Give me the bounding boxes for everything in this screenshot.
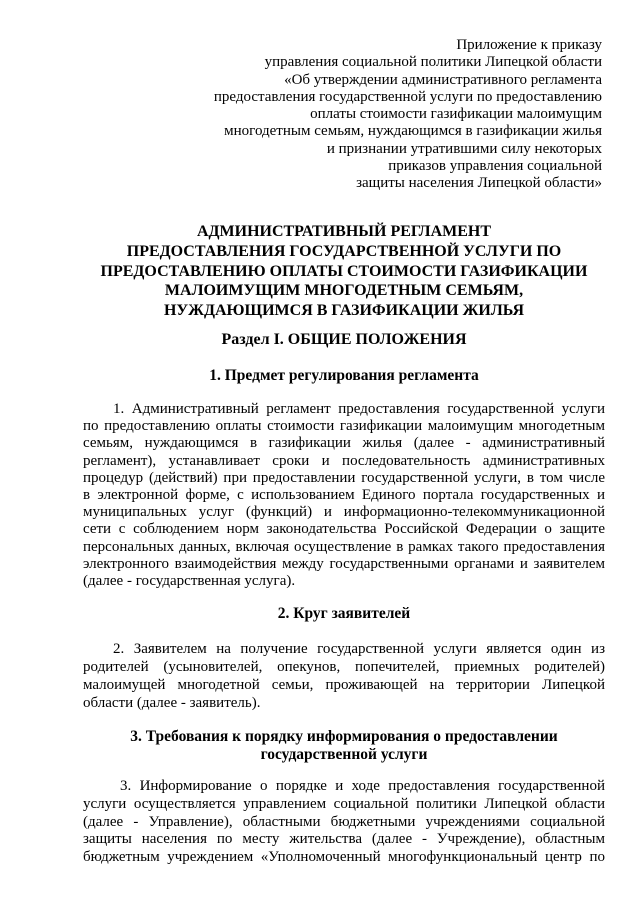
section-heading: Раздел I. ОБЩИЕ ПОЛОЖЕНИЯ <box>221 331 467 348</box>
paragraph-line: муниципальных услуг (функций) и информационно-телекоммуникационной <box>83 504 605 521</box>
paragraph <box>83 778 605 867</box>
paragraph-line: услуги осуществляется управлением социальной политики Липецкой области <box>83 795 605 812</box>
paragraph-line: процедур (действий) при предоставлении государственной услуги, в том числе <box>83 469 605 486</box>
paragraph-line: (далее - Управление), областными бюджетными учреждениями социальной <box>83 813 605 830</box>
paragraph-line: 2. Заявителем на получение государственной услуги является один из <box>113 641 605 657</box>
paragraph-line: бюджетным учреждением «Уполномоченный многофункциональный центр по <box>83 849 605 865</box>
paragraph-line: персональных данных, включая осуществление в рамках такого предоставления <box>83 538 605 555</box>
document-title-line: ПРЕДОСТАВЛЕНИЯ ГОСУДАРСТВЕННОЙ УСЛУГИ ПО <box>126 242 562 260</box>
subsection-heading-line: 2. Круг заявителей <box>277 605 411 622</box>
appendix-line: управления социальной политики Липецкой области <box>264 54 602 71</box>
appendix-line: приказов управления социальной <box>388 157 602 174</box>
paragraph-line: семьям, нуждающимся в газификации жилья (далее - административный <box>83 435 605 452</box>
subsection-heading-line: 1. Предмет регулирования регламента <box>209 367 479 384</box>
appendix-line: «Об утверждении административного регламента <box>284 71 602 88</box>
subsection-heading-line: государственной услуги <box>260 746 428 763</box>
paragraph-line: 1. Административный регламент предоставления государственной услуги <box>113 401 605 417</box>
paragraph-line: малоимущей многодетной семьи, проживающей на территории Липецкой <box>83 677 605 693</box>
appendix-line: защиты населения Липецкой области» <box>356 175 602 191</box>
document-title-line: НУЖДАЮЩИМСЯ В ГАЗИФИКАЦИИ ЖИЛЬЯ <box>163 302 525 319</box>
appendix-line: оплаты стоимости газификации малоимущим <box>310 106 602 122</box>
paragraph-line: по предоставлению оплаты стоимости газификации малоимущим многодетным <box>83 418 605 435</box>
subsection-heading <box>83 367 605 385</box>
appendix-note <box>214 37 602 192</box>
paragraph-line: сети с соблюдением норм законодательства Российской Федерации о защите <box>83 521 605 538</box>
appendix-line: Приложение к приказу <box>456 37 602 53</box>
paragraph-line: области (далее - заявитель). <box>83 695 261 711</box>
subsection-heading-line: 3. Требования к порядку информирования о предоставлении <box>130 728 558 745</box>
appendix-line: и признании утратившими силу некоторых <box>326 140 602 157</box>
appendix-line: многодетным семьям, нуждающимся в газификации жилья <box>224 123 602 140</box>
document-title <box>83 222 605 321</box>
paragraph-line: в электронной форме, с использованием Единого портала государственных и <box>83 487 605 504</box>
document-title-line: ПРЕДОСТАВЛЕНИЮ ОПЛАТЫ СТОИМОСТИ ГАЗИФИКАЦИИ <box>100 262 588 280</box>
paragraph-line: родителей (усыновителей, опекунов, попечителей, приемных родителей) <box>83 659 605 675</box>
subsection-heading <box>83 605 605 623</box>
paragraph-line: защиты населения по месту жительства (далее - Учреждение), областным <box>83 831 605 848</box>
document-title-line: АДМИНИСТРАТИВНЫЙ РЕГЛАМЕНТ <box>196 223 492 240</box>
paragraph <box>83 640 605 712</box>
paragraph-line: регламент), устанавливает сроки и последовательность административных <box>83 452 605 469</box>
paragraph-line: 3. Информирование о порядке и ходе предоставления государственной <box>120 778 605 794</box>
appendix-line: предоставления государственной услуги по предоставлению <box>213 88 602 105</box>
document-title-line: МАЛОИМУЩИМ МНОГОДЕТНЫМ СЕМЬЯМ, <box>164 282 524 300</box>
subsection-heading <box>83 728 605 764</box>
paragraph <box>83 401 605 590</box>
paragraph-line: (далее - государственная услуга). <box>83 573 296 590</box>
paragraph-line: электронного взаимодействия между государственными органами и заявителем <box>83 555 605 572</box>
